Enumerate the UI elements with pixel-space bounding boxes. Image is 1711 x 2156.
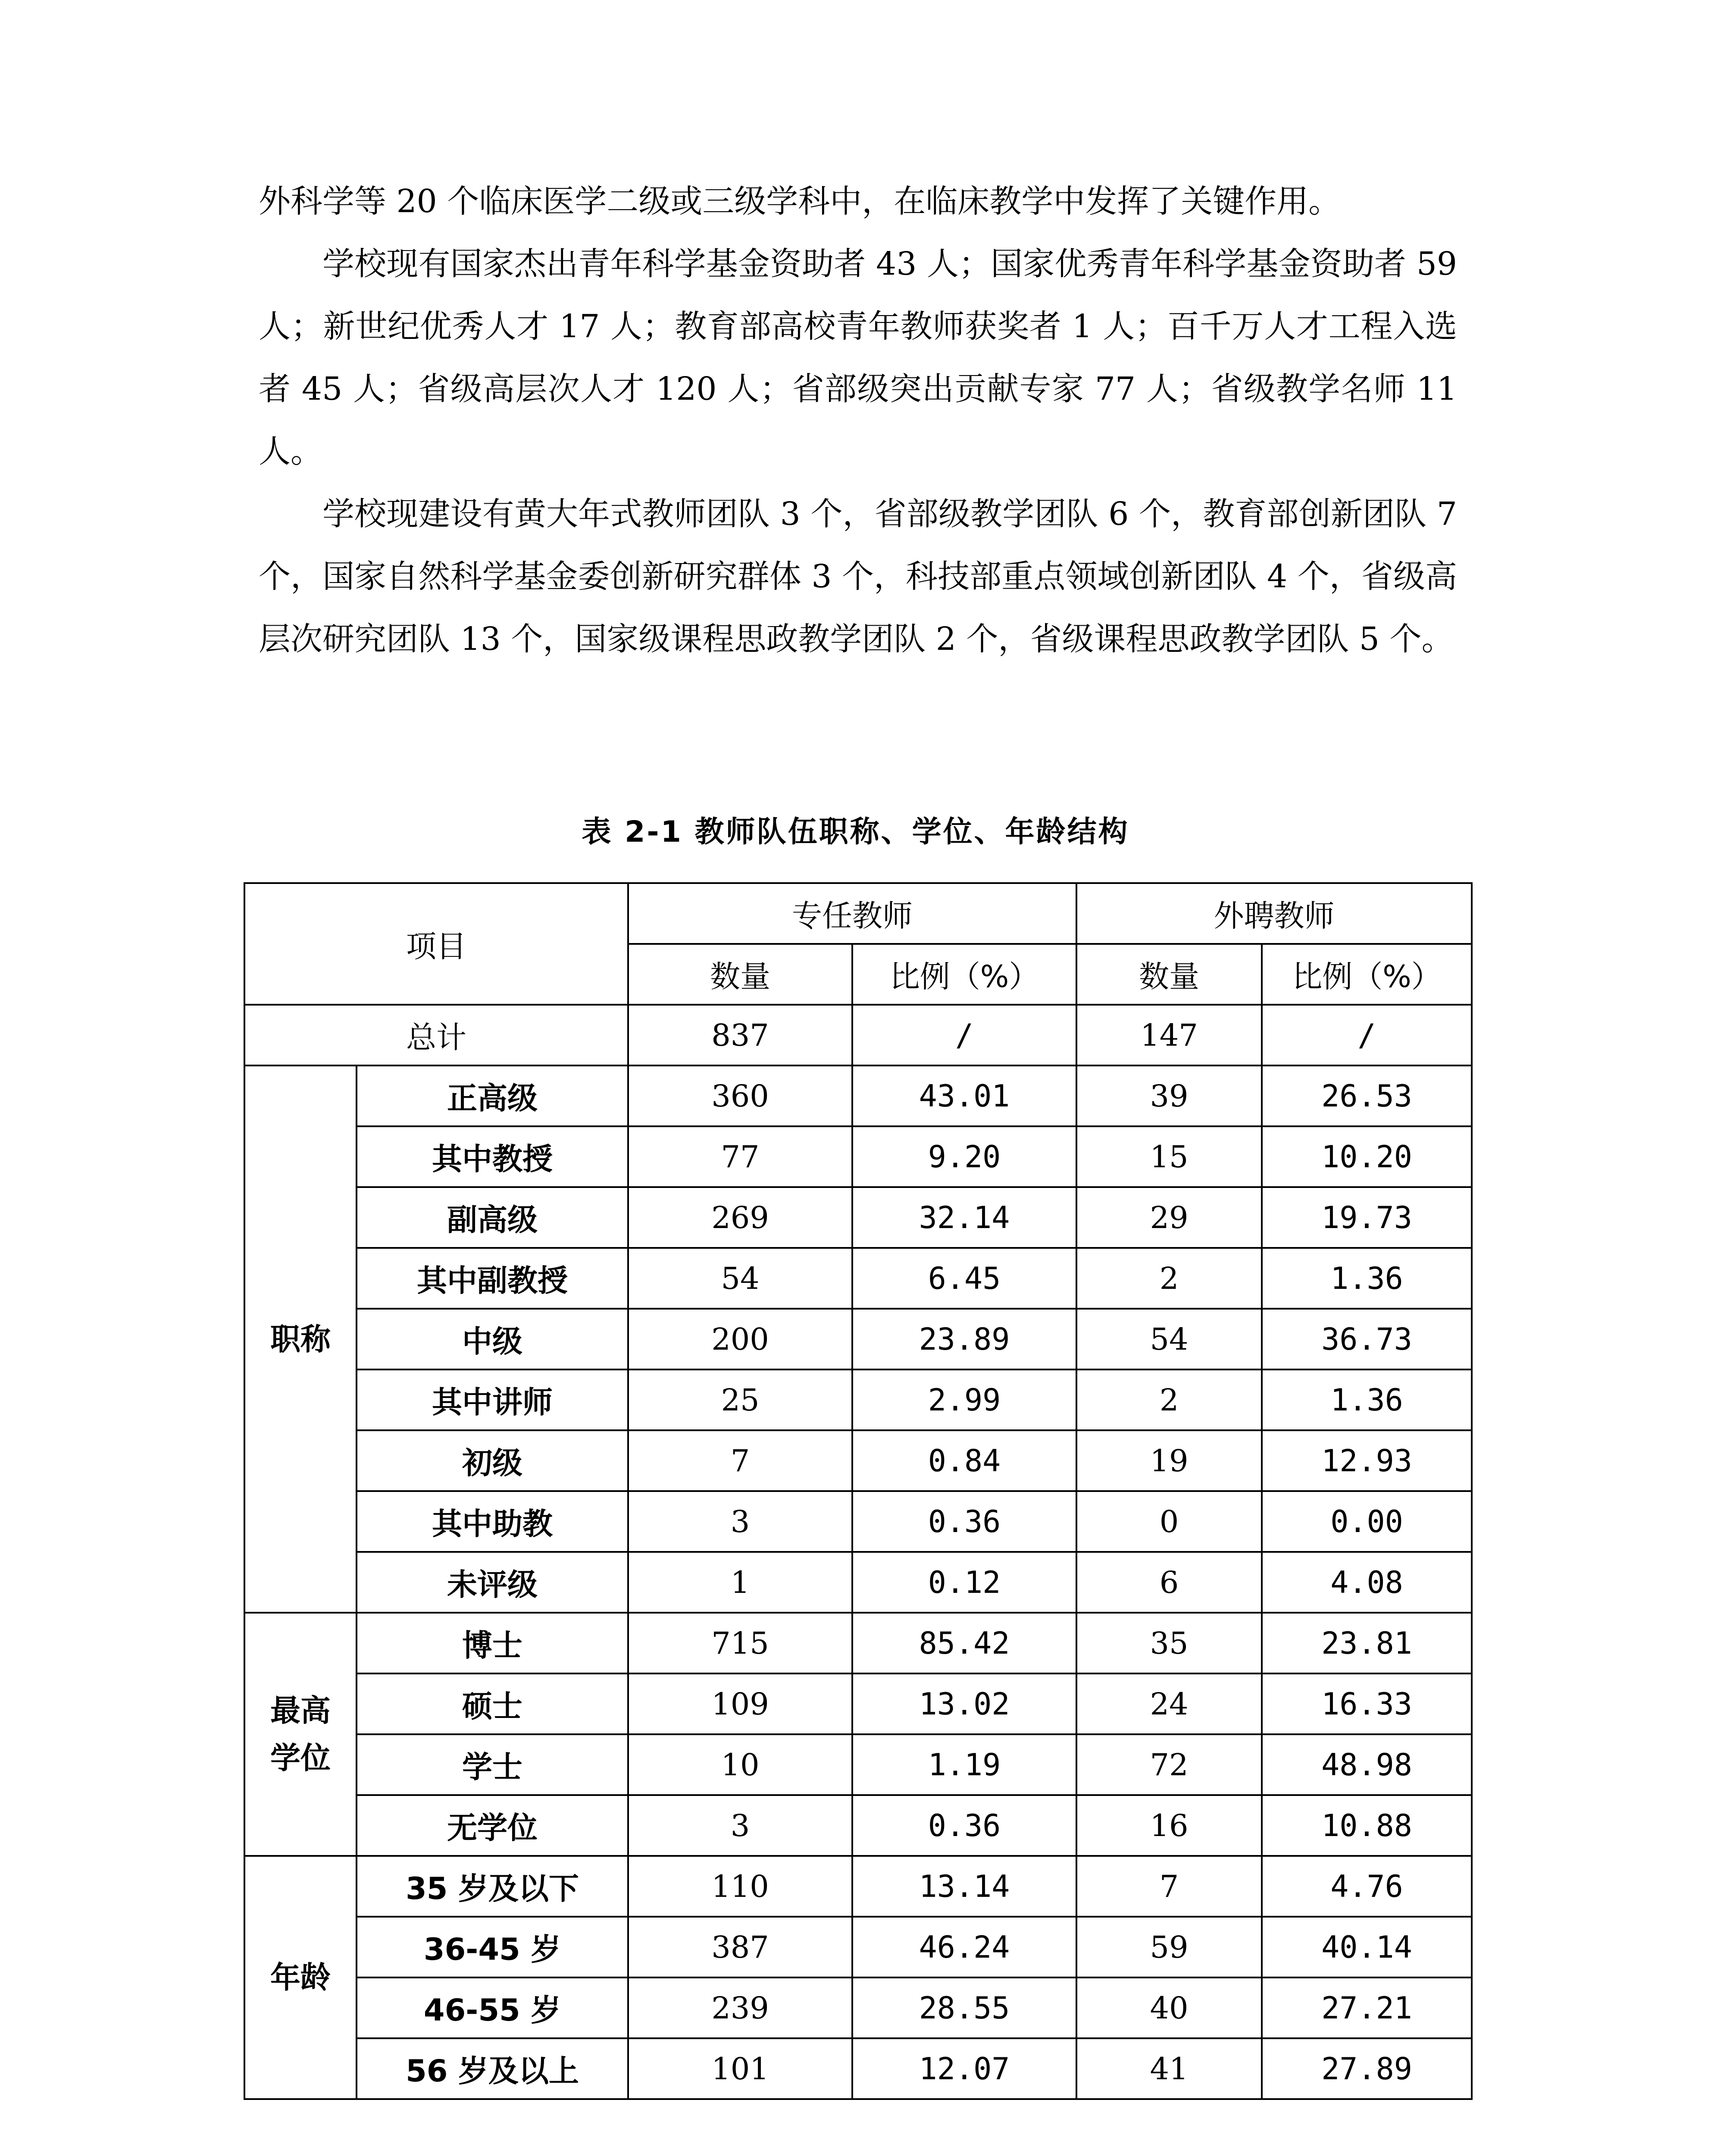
table-row	[244, 1795, 1472, 1856]
ft-ratio: 0.84	[852, 1430, 1076, 1491]
table-caption: 表 2-1 教师队伍职称、学位、年龄结构	[582, 815, 1129, 849]
table-row	[244, 1613, 1472, 1673]
group-age-label: 年龄	[244, 1856, 357, 2099]
ex-ratio: 4.76	[1262, 1856, 1472, 1917]
ex-count: 29	[1076, 1187, 1262, 1248]
group-degree-label-line2: 学位	[270, 1740, 331, 1776]
ex-ratio: 48.98	[1262, 1734, 1472, 1795]
table-row	[244, 1248, 1472, 1309]
row-label: 36-45 岁	[357, 1917, 628, 1977]
ft-ratio: 46.24	[852, 1917, 1076, 1977]
table-row	[244, 2038, 1472, 2099]
ex-ratio: 36.73	[1262, 1309, 1472, 1369]
ft-ratio: 2.99	[852, 1369, 1076, 1430]
row-label: 无学位	[357, 1795, 628, 1856]
ex-count: 16	[1076, 1795, 1262, 1856]
ex-count: 6	[1076, 1552, 1262, 1613]
table-row	[244, 1673, 1472, 1734]
group-title-label: 职称	[244, 1065, 357, 1613]
row-label: 其中教授	[357, 1126, 628, 1187]
ft-count: 25	[628, 1369, 852, 1430]
ex-ratio: 19.73	[1262, 1187, 1472, 1248]
ft-ratio: 85.42	[852, 1613, 1076, 1673]
ex-count: 72	[1076, 1734, 1262, 1795]
row-label: 学士	[357, 1734, 628, 1795]
ft-ratio: 12.07	[852, 2038, 1076, 2099]
ft-ratio: 1.19	[852, 1734, 1076, 1795]
table-row	[244, 1065, 1472, 1126]
header-external: 外聘教师	[1076, 883, 1472, 944]
header-external-ratio: 比例（%）	[1262, 944, 1472, 1005]
ft-count: 239	[628, 1977, 852, 2038]
table-row	[244, 1309, 1472, 1369]
ex-ratio: 4.08	[1262, 1552, 1472, 1613]
paragraph-continuation: 外科学等 20 个临床医学二级或三级学科中，在临床教学中发挥了关键作用。	[259, 183, 1341, 220]
ex-ratio: 12.93	[1262, 1430, 1472, 1491]
ft-count: 715	[628, 1613, 852, 1673]
row-label: 正高级	[357, 1065, 628, 1126]
ex-ratio: 10.88	[1262, 1795, 1472, 1856]
ft-ratio: 13.14	[852, 1856, 1076, 1917]
ft-ratio: 28.55	[852, 1977, 1076, 2038]
ft-ratio: 6.45	[852, 1248, 1076, 1309]
ex-count: 59	[1076, 1917, 1262, 1977]
table-row	[244, 1369, 1472, 1430]
total-label: 总计	[244, 1005, 628, 1065]
group-degree-label	[244, 1613, 357, 1856]
ex-ratio: 1.36	[1262, 1248, 1472, 1309]
total-ft-ratio: /	[852, 1005, 1076, 1065]
row-label: 未评级	[357, 1552, 628, 1613]
group-degree-label-line1: 最高	[270, 1693, 331, 1728]
ex-count: 41	[1076, 2038, 1262, 2099]
ex-count: 7	[1076, 1856, 1262, 1917]
table-row	[244, 1126, 1472, 1187]
table-row	[244, 1734, 1472, 1795]
ft-count: 3	[628, 1491, 852, 1552]
row-label: 副高级	[357, 1187, 628, 1248]
header-row	[244, 883, 1472, 944]
row-label: 46-55 岁	[357, 1977, 628, 2038]
ex-count: 0	[1076, 1491, 1262, 1552]
ex-ratio: 10.20	[1262, 1126, 1472, 1187]
ft-count: 360	[628, 1065, 852, 1126]
ex-ratio: 1.36	[1262, 1369, 1472, 1430]
ft-ratio: 32.14	[852, 1187, 1076, 1248]
row-label: 35 岁及以下	[357, 1856, 628, 1917]
table-row	[244, 1187, 1472, 1248]
ft-ratio: 13.02	[852, 1673, 1076, 1734]
row-label: 其中副教授	[357, 1248, 628, 1309]
ex-count: 15	[1076, 1126, 1262, 1187]
ft-count: 3	[628, 1795, 852, 1856]
ft-count: 101	[628, 2038, 852, 2099]
ex-ratio: 0.00	[1262, 1491, 1472, 1552]
faculty-structure-table	[244, 882, 1473, 2100]
ex-ratio: 23.81	[1262, 1613, 1472, 1673]
row-label: 博士	[357, 1613, 628, 1673]
table-row	[244, 1917, 1472, 1977]
row-label: 其中助教	[357, 1491, 628, 1552]
ft-ratio: 23.89	[852, 1309, 1076, 1369]
row-label: 初级	[357, 1430, 628, 1491]
header-fulltime-ratio: 比例（%）	[852, 944, 1076, 1005]
table-row	[244, 1552, 1472, 1613]
ft-ratio: 9.20	[852, 1126, 1076, 1187]
row-label: 56 岁及以上	[357, 2038, 628, 2099]
body-text	[259, 170, 1457, 671]
ft-ratio: 0.36	[852, 1795, 1076, 1856]
table-row	[244, 1491, 1472, 1552]
total-row	[244, 1005, 1472, 1065]
ft-count: 110	[628, 1856, 852, 1917]
total-ex-ratio: /	[1262, 1005, 1472, 1065]
total-ex-count: 147	[1076, 1005, 1262, 1065]
table-row	[244, 1856, 1472, 1917]
ex-ratio: 27.21	[1262, 1977, 1472, 2038]
paragraph-talent: 学校现有国家杰出青年科学基金资助者 43 人；国家优秀青年科学基金资助者 59 人；新世纪优秀人才 17 人；教育部高校青年教师获奖者 1 人；百千万人才工程入选者 45 人；省级高层次人才 120 人；省部级突出贡献专家 77 人；省级教学名师 11 人。	[259, 245, 1457, 470]
ex-count: 2	[1076, 1248, 1262, 1309]
header-external-count: 数量	[1076, 944, 1262, 1005]
ex-count: 24	[1076, 1673, 1262, 1734]
ft-count: 77	[628, 1126, 852, 1187]
ex-ratio: 16.33	[1262, 1673, 1472, 1734]
ex-ratio: 26.53	[1262, 1065, 1472, 1126]
ft-count: 10	[628, 1734, 852, 1795]
table-row	[244, 1430, 1472, 1491]
ft-count: 54	[628, 1248, 852, 1309]
row-label: 硕士	[357, 1673, 628, 1734]
total-ft-count: 837	[628, 1005, 852, 1065]
row-label: 其中讲师	[357, 1369, 628, 1430]
header-fulltime: 专任教师	[628, 883, 1076, 944]
ex-count: 35	[1076, 1613, 1262, 1673]
header-fulltime-count: 数量	[628, 944, 852, 1005]
ex-ratio: 40.14	[1262, 1917, 1472, 1977]
header-item: 项目	[244, 883, 628, 1005]
ft-ratio: 0.36	[852, 1491, 1076, 1552]
ft-count: 200	[628, 1309, 852, 1369]
ft-count: 387	[628, 1917, 852, 1977]
paragraph-teams: 学校现建设有黄大年式教师团队 3 个，省部级教学团队 6 个，教育部创新团队 7 个，国家自然科学基金委创新研究群体 3 个，科技部重点领域创新团队 4 个，省级高层次研究团队 13 个，国家级课程思政教学团队 2 个，省级课程思政教学团队 5 个。	[259, 495, 1457, 658]
row-label: 中级	[357, 1309, 628, 1369]
ex-count: 39	[1076, 1065, 1262, 1126]
ft-ratio: 0.12	[852, 1552, 1076, 1613]
ft-count: 7	[628, 1430, 852, 1491]
table-row	[244, 1977, 1472, 2038]
ft-count: 1	[628, 1552, 852, 1613]
ex-count: 54	[1076, 1309, 1262, 1369]
ex-count: 40	[1076, 1977, 1262, 2038]
ex-ratio: 27.89	[1262, 2038, 1472, 2099]
ft-ratio: 43.01	[852, 1065, 1076, 1126]
ft-count: 269	[628, 1187, 852, 1248]
ex-count: 2	[1076, 1369, 1262, 1430]
ex-count: 19	[1076, 1430, 1262, 1491]
ft-count: 109	[628, 1673, 852, 1734]
